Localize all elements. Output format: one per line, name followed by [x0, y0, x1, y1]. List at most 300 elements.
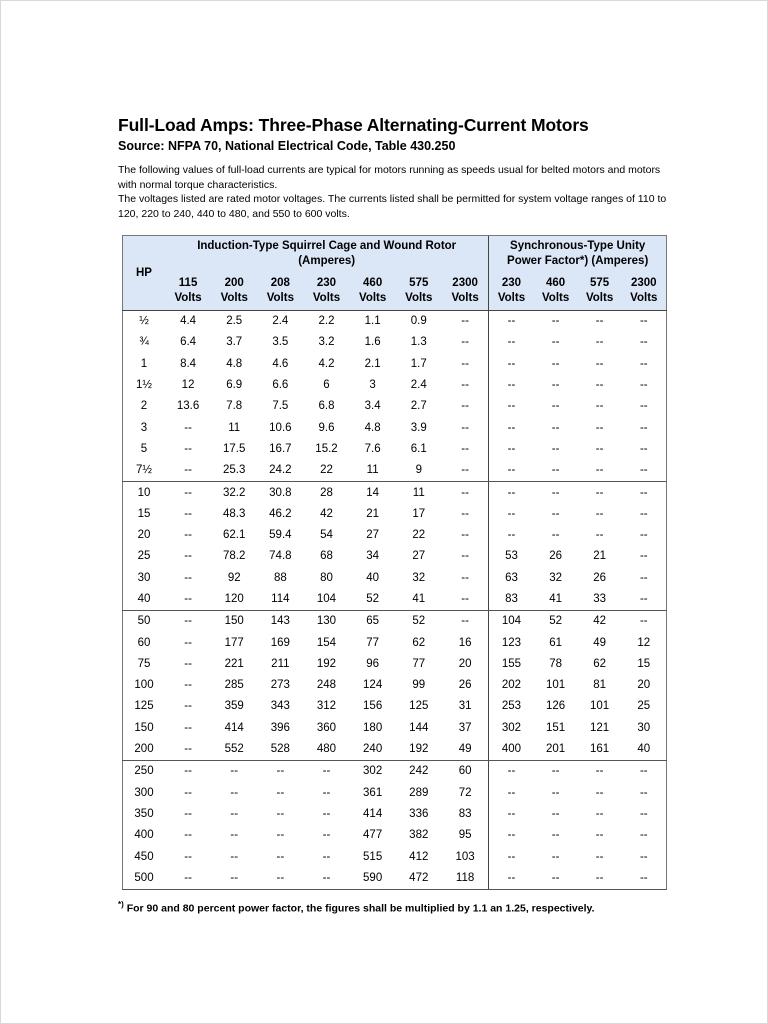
- amps-cell: --: [184, 550, 192, 563]
- amps-cell: 32: [412, 571, 426, 584]
- volt-unit: Volts: [630, 292, 658, 304]
- amps-cell: --: [595, 765, 604, 778]
- amps-cell: 3.2: [318, 336, 335, 349]
- amps-cell: --: [595, 529, 604, 542]
- amps-cell: 414: [363, 807, 383, 820]
- volt-value: 575: [409, 277, 429, 289]
- hp-cell: 500: [123, 868, 166, 890]
- amps-cell: 6.6: [272, 379, 289, 392]
- amps-cell: 49: [593, 636, 606, 649]
- amps-cell: 24.2: [257, 460, 303, 482]
- amps-cell: --: [622, 311, 667, 333]
- hp-cell: 15: [123, 504, 166, 525]
- amps-cell: 92: [227, 571, 241, 584]
- amps-cell: --: [184, 807, 192, 820]
- amps-cell: --: [622, 375, 667, 396]
- hp-cell: 7½: [123, 460, 166, 482]
- full-load-amps-table: [122, 235, 667, 890]
- table-row: [123, 546, 667, 567]
- hp-cell: 400: [123, 825, 166, 846]
- hp-cell: 60: [123, 632, 166, 653]
- amps-cell: 285: [224, 679, 244, 692]
- amps-cell: --: [184, 636, 192, 649]
- amps-cell: --: [276, 850, 285, 863]
- amps-cell: 130: [316, 615, 337, 628]
- amps-cell: 414: [224, 721, 244, 734]
- amps-cell: 4.4: [180, 315, 197, 328]
- amps-cell: --: [489, 804, 534, 825]
- amps-cell: --: [595, 507, 604, 520]
- amps-cell: --: [184, 721, 192, 734]
- synchronous-header-line2: Power Factor*) (Amperes): [507, 255, 649, 267]
- amps-cell: 396: [270, 721, 290, 734]
- amps-cell: 42: [593, 615, 606, 628]
- amps-cell: 242: [409, 765, 429, 778]
- amps-cell: 412: [409, 850, 429, 863]
- amps-cell: --: [595, 807, 604, 820]
- amps-cell: --: [230, 765, 239, 778]
- table-row: [123, 761, 667, 783]
- amps-cell: --: [595, 379, 604, 392]
- amps-cell: 78: [549, 657, 563, 670]
- amps-cell: --: [489, 482, 534, 504]
- hp-cell: 3: [123, 417, 166, 438]
- amps-cell: 211: [271, 657, 290, 670]
- hp-cell: 250: [123, 761, 166, 783]
- amps-cell: --: [534, 868, 578, 890]
- amps-cell: --: [489, 504, 534, 525]
- amps-cell: --: [230, 807, 239, 820]
- amps-cell: 8.4: [180, 357, 197, 370]
- amps-cell: 20: [622, 675, 667, 696]
- hp-cell: 125: [123, 696, 166, 717]
- induction-volt-header: [442, 272, 489, 311]
- amps-cell: 2.2: [318, 315, 335, 328]
- amps-cell: 15: [622, 654, 667, 675]
- amps-cell: --: [184, 850, 192, 863]
- amps-cell: --: [322, 765, 331, 778]
- amps-cell: 180: [363, 721, 383, 734]
- amps-cell: --: [551, 421, 560, 434]
- amps-cell: 151: [546, 721, 566, 734]
- amps-cell: --: [622, 482, 667, 504]
- hp-cell: 20: [123, 525, 166, 546]
- amps-cell: 101: [546, 679, 566, 692]
- hp-cell: 1: [123, 354, 166, 375]
- amps-cell: --: [230, 850, 239, 863]
- amps-cell: 68: [320, 550, 333, 563]
- volt-value: 200: [224, 277, 244, 289]
- amps-cell: 121: [590, 721, 610, 734]
- amps-cell: --: [165, 868, 211, 890]
- amps-cell: 192: [396, 739, 442, 761]
- amps-cell: --: [489, 311, 534, 333]
- amps-cell: 41: [534, 589, 578, 611]
- amps-cell: 17.5: [223, 442, 246, 455]
- table-body: [123, 311, 667, 890]
- amps-cell: 59.4: [269, 529, 292, 542]
- source-line: Source: NFPA 70, National Electrical Code, Table 430.250: [118, 139, 456, 153]
- amps-cell: 27: [366, 529, 380, 542]
- amps-cell: 472: [396, 868, 442, 890]
- amps-cell: 480: [303, 739, 349, 761]
- amps-cell: --: [489, 525, 534, 546]
- amps-cell: 12: [622, 632, 667, 653]
- amps-cell: --: [165, 589, 211, 611]
- amps-cell: --: [461, 529, 469, 542]
- amps-cell: --: [595, 442, 604, 455]
- hp-cell: 40: [123, 589, 166, 611]
- amps-cell: 192: [316, 657, 337, 670]
- amps-cell: 49: [442, 739, 489, 761]
- table-row: [123, 825, 667, 846]
- volt-unit: Volts: [174, 292, 202, 304]
- amps-cell: --: [461, 507, 469, 520]
- amps-cell: 118: [442, 868, 489, 890]
- amps-cell: 123: [489, 632, 534, 653]
- amps-cell: --: [595, 486, 604, 499]
- table-row: [123, 504, 667, 525]
- amps-cell: --: [595, 315, 604, 328]
- amps-cell: 21: [366, 507, 380, 520]
- amps-cell: --: [551, 315, 560, 328]
- amps-cell: 1.7: [410, 357, 427, 370]
- amps-cell: 41: [396, 589, 442, 611]
- volt-unit: Volts: [359, 292, 387, 304]
- amps-cell: --: [461, 421, 469, 434]
- hp-header: HP: [123, 236, 166, 311]
- table-row: [123, 611, 667, 633]
- amps-cell: 46.2: [269, 507, 292, 520]
- amps-cell: 125: [409, 700, 429, 713]
- amps-cell: 37: [458, 721, 472, 734]
- amps-cell: 103: [455, 850, 475, 863]
- amps-cell: --: [442, 589, 489, 611]
- induction-volt-header: [396, 272, 442, 311]
- amps-cell: 144: [409, 721, 429, 734]
- amps-cell: 2.4: [272, 315, 289, 328]
- hp-cell: 450: [123, 846, 166, 867]
- table-row: [123, 846, 667, 867]
- amps-cell: --: [322, 807, 331, 820]
- amps-cell: 2.7: [410, 400, 427, 413]
- table-row: [123, 460, 667, 482]
- volt-unit: Volts: [220, 292, 248, 304]
- voltage-header-row: [123, 272, 667, 311]
- amps-cell: 27: [412, 550, 426, 563]
- amps-cell: --: [442, 460, 489, 482]
- amps-cell: --: [622, 825, 667, 846]
- amps-cell: --: [551, 442, 560, 455]
- amps-cell: --: [461, 486, 469, 499]
- amps-cell: 1.1: [364, 315, 381, 328]
- amps-cell: 4.2: [318, 357, 335, 370]
- amps-cell: --: [211, 868, 257, 890]
- volt-value: 2300: [631, 277, 657, 289]
- amps-cell: --: [489, 783, 534, 804]
- amps-cell: 81: [593, 679, 606, 692]
- amps-cell: 101: [590, 700, 610, 713]
- amps-cell: --: [622, 868, 667, 890]
- volt-unit: Volts: [451, 292, 479, 304]
- amps-cell: 3: [369, 379, 376, 392]
- hp-cell: ¾: [123, 332, 166, 353]
- amps-cell: 143: [270, 615, 290, 628]
- synchronous-volt-header: [489, 272, 534, 311]
- amps-cell: --: [489, 417, 534, 438]
- amps-cell: 361: [363, 786, 383, 799]
- amps-cell: --: [461, 379, 469, 392]
- volt-value: 208: [270, 277, 290, 289]
- amps-cell: --: [551, 807, 560, 820]
- amps-cell: --: [551, 829, 560, 842]
- table-row: [123, 739, 667, 761]
- table-row: [123, 696, 667, 717]
- amps-cell: 7.8: [226, 400, 243, 413]
- amps-cell: 63: [489, 568, 534, 589]
- amps-cell: 96: [366, 657, 380, 670]
- amps-cell: --: [489, 396, 534, 417]
- amps-cell: 9: [396, 460, 442, 482]
- induction-header: [165, 236, 489, 273]
- intro-paragraph-2: The voltages listed are rated motor voltages. The currents listed shall be permitted for system voltage ranges of 110 to 120, 220 to 240, 440 to 480, and 550 to 600 volts.: [118, 193, 667, 220]
- amps-cell: --: [551, 765, 560, 778]
- hp-cell: 1½: [123, 375, 166, 396]
- induction-volt-header: [350, 272, 396, 311]
- amps-cell: 302: [489, 718, 534, 739]
- volt-unit: Volts: [266, 292, 294, 304]
- amps-cell: --: [551, 850, 560, 863]
- hp-cell: 30: [123, 568, 166, 589]
- amps-cell: 289: [409, 786, 429, 799]
- amps-cell: 12: [181, 379, 195, 392]
- volt-unit: Volts: [405, 292, 433, 304]
- amps-cell: 62.1: [223, 529, 246, 542]
- amps-cell: 83: [458, 807, 472, 820]
- amps-cell: 400: [489, 739, 534, 761]
- table-row: [123, 868, 667, 890]
- amps-cell: 72: [458, 786, 472, 799]
- amps-cell: --: [165, 739, 211, 761]
- amps-cell: --: [276, 807, 285, 820]
- amps-cell: --: [489, 375, 534, 396]
- volt-value: 2300: [452, 277, 478, 289]
- amps-cell: 20: [458, 657, 472, 670]
- amps-cell: --: [489, 825, 534, 846]
- amps-cell: --: [622, 504, 667, 525]
- amps-cell: 312: [316, 700, 337, 713]
- amps-cell: --: [230, 786, 239, 799]
- table-row: [123, 396, 667, 417]
- page-title: Full-Load Amps: Three-Phase Alternating-Current Motors: [118, 115, 589, 135]
- synchronous-volt-header: [622, 272, 667, 311]
- amps-cell: 515: [363, 850, 383, 863]
- amps-cell: --: [595, 421, 604, 434]
- amps-cell: --: [551, 400, 560, 413]
- amps-cell: --: [165, 460, 211, 482]
- amps-cell: 52: [350, 589, 396, 611]
- amps-cell: 240: [350, 739, 396, 761]
- document-header: [118, 115, 678, 221]
- amps-cell: 80: [320, 571, 333, 584]
- hp-cell: 5: [123, 439, 166, 460]
- amps-cell: 83: [489, 589, 534, 611]
- hp-cell: 25: [123, 546, 166, 567]
- table-row: [123, 589, 667, 611]
- amps-cell: 0.9: [410, 315, 427, 328]
- volt-unit: Volts: [541, 292, 570, 304]
- amps-cell: 201: [534, 739, 578, 761]
- amps-cell: --: [489, 439, 534, 460]
- amps-cell: --: [595, 850, 604, 863]
- amps-cell: 54: [320, 529, 333, 542]
- amps-cell: 22: [412, 529, 426, 542]
- amps-cell: --: [461, 336, 469, 349]
- amps-cell: 26: [593, 571, 606, 584]
- amps-cell: 6: [323, 379, 330, 392]
- amps-cell: --: [184, 486, 192, 499]
- amps-cell: --: [461, 442, 469, 455]
- amps-cell: --: [622, 396, 667, 417]
- amps-cell: 77: [366, 636, 380, 649]
- amps-cell: 26: [549, 550, 563, 563]
- amps-cell: 77: [412, 657, 426, 670]
- amps-cell: 6.8: [318, 400, 335, 413]
- amps-cell: 552: [211, 739, 257, 761]
- amps-cell: --: [595, 336, 604, 349]
- amps-cell: 32: [549, 571, 563, 584]
- amps-cell: 40: [622, 739, 667, 761]
- amps-cell: --: [184, 657, 192, 670]
- amps-cell: --: [551, 379, 560, 392]
- amps-cell: --: [595, 400, 604, 413]
- amps-cell: 155: [489, 654, 534, 675]
- table-row: [123, 482, 667, 504]
- synchronous-volt-header: [578, 272, 622, 311]
- amps-cell: --: [622, 568, 667, 589]
- amps-cell: 13.6: [176, 400, 200, 413]
- amps-cell: --: [489, 761, 534, 783]
- amps-cell: 1.3: [410, 336, 427, 349]
- amps-cell: --: [322, 829, 331, 842]
- amps-cell: 33: [578, 589, 622, 611]
- amps-cell: 2.5: [226, 315, 243, 328]
- amps-cell: 169: [270, 636, 290, 649]
- amps-cell: 11: [228, 421, 241, 434]
- amps-cell: --: [489, 846, 534, 867]
- amps-cell: --: [622, 354, 667, 375]
- amps-cell: 62: [593, 657, 606, 670]
- amps-cell: --: [551, 529, 560, 542]
- amps-cell: --: [622, 525, 667, 546]
- volt-value: 460: [363, 277, 383, 289]
- table-row: [123, 675, 667, 696]
- amps-cell: --: [489, 460, 534, 482]
- amps-cell: 52: [412, 615, 426, 628]
- amps-cell: --: [622, 332, 667, 353]
- amps-cell: --: [622, 439, 667, 460]
- synchronous-header: [489, 236, 667, 273]
- amps-cell: --: [622, 804, 667, 825]
- amps-cell: 150: [224, 615, 244, 628]
- amps-cell: 52: [549, 615, 563, 628]
- amps-cell: --: [622, 611, 667, 633]
- amps-cell: --: [622, 589, 667, 611]
- amps-cell: 53: [489, 546, 534, 567]
- volt-value: 575: [590, 277, 610, 289]
- amps-cell: --: [184, 615, 192, 628]
- amps-cell: --: [461, 615, 469, 628]
- amps-cell: 30: [622, 718, 667, 739]
- amps-cell: --: [578, 460, 622, 482]
- hp-cell: 300: [123, 783, 166, 804]
- amps-cell: --: [551, 357, 560, 370]
- amps-cell: --: [276, 829, 285, 842]
- amps-cell: --: [184, 829, 192, 842]
- amps-cell: 7.6: [364, 442, 381, 455]
- amps-cell: 177: [224, 636, 244, 649]
- table-row: [123, 804, 667, 825]
- amps-cell: 4.8: [364, 421, 381, 434]
- amps-cell: 156: [363, 700, 383, 713]
- hp-cell: 75: [123, 654, 166, 675]
- amps-cell: 61: [549, 636, 563, 649]
- amps-cell: --: [184, 507, 192, 520]
- footnote-text: For 90 and 80 percent power factor, the figures shall be multiplied by 1.1 an 1.25, respectively.: [126, 902, 595, 915]
- amps-cell: 32.2: [223, 486, 246, 499]
- amps-cell: 74.8: [269, 550, 292, 563]
- hp-cell: ½: [123, 311, 166, 333]
- amps-cell: --: [184, 571, 192, 584]
- amps-cell: 154: [316, 636, 337, 649]
- amps-cell: --: [534, 460, 578, 482]
- amps-cell: --: [184, 529, 192, 542]
- amps-cell: 26: [458, 679, 472, 692]
- amps-cell: --: [622, 761, 667, 783]
- amps-cell: --: [551, 336, 560, 349]
- volt-unit: Volts: [312, 292, 341, 304]
- amps-cell: 65: [366, 615, 380, 628]
- amps-cell: --: [230, 829, 239, 842]
- hp-cell: 150: [123, 718, 166, 739]
- hp-cell: 50: [123, 611, 166, 633]
- amps-cell: --: [595, 829, 604, 842]
- amps-cell: --: [276, 765, 285, 778]
- amps-cell: 48.3: [223, 507, 246, 520]
- table-row: [123, 311, 667, 333]
- amps-cell: --: [257, 868, 303, 890]
- footnote-marker: *): [118, 900, 124, 909]
- table-row: [123, 332, 667, 353]
- amps-cell: 343: [270, 700, 290, 713]
- amps-cell: 78.2: [223, 550, 246, 563]
- volt-value: 230: [501, 277, 522, 289]
- amps-cell: 104: [489, 611, 534, 633]
- amps-cell: 126: [546, 700, 566, 713]
- volt-value: 115: [178, 277, 198, 289]
- table-row: [123, 439, 667, 460]
- amps-cell: 11: [412, 486, 425, 499]
- table-row: [123, 417, 667, 438]
- volt-value: 460: [546, 277, 566, 289]
- induction-volt-header: [303, 272, 349, 311]
- volt-unit: Volts: [585, 292, 614, 304]
- amps-cell: --: [461, 357, 469, 370]
- table-row: [123, 632, 667, 653]
- amps-cell: 21: [593, 550, 606, 563]
- hp-cell: 10: [123, 482, 166, 504]
- amps-cell: --: [276, 786, 285, 799]
